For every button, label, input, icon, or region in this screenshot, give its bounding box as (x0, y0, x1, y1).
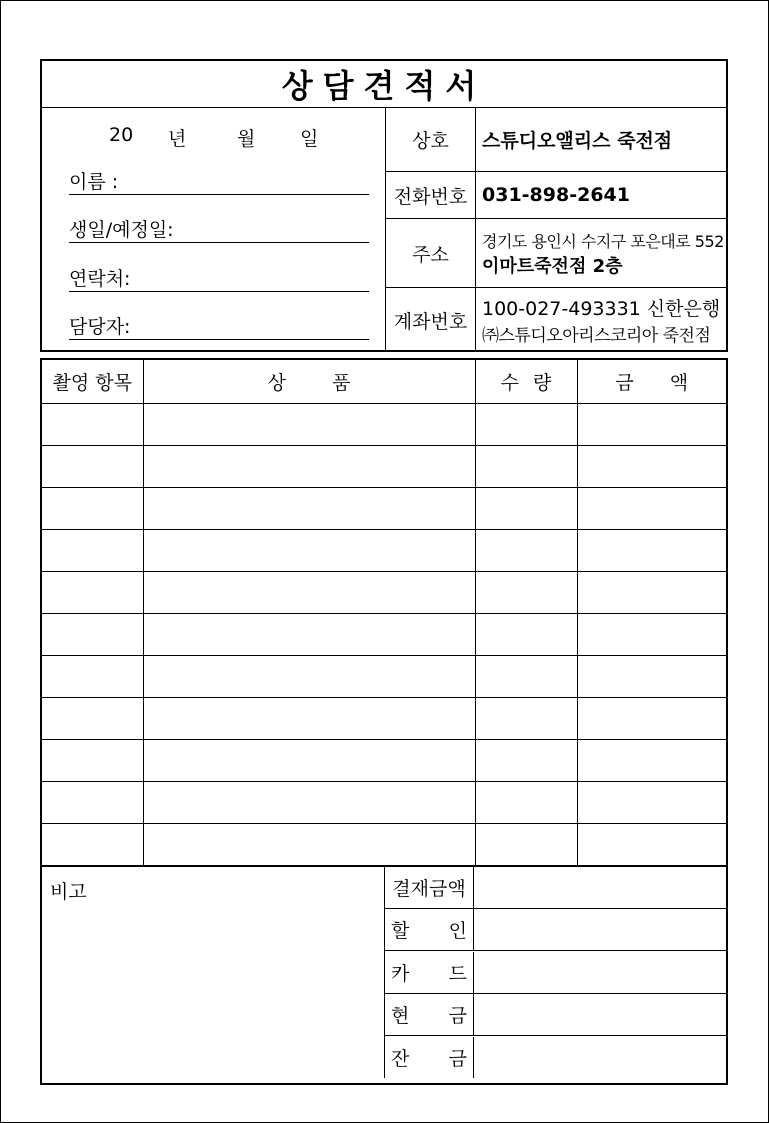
payment-discount-label (385, 909, 474, 950)
col-header-amount: 금 액 (577, 360, 726, 403)
col-header-shoot-item: 촬영 항목 (42, 360, 143, 403)
amount-cell[interactable] (577, 823, 726, 865)
summary-section (42, 866, 726, 1080)
shop-account-row (386, 288, 727, 352)
table-row (42, 613, 726, 655)
discount-label-a: 할 (391, 919, 410, 942)
shoot-item-cell[interactable] (42, 697, 143, 739)
amount-cell[interactable] (577, 445, 726, 487)
amount-cell[interactable] (577, 571, 726, 613)
product-cell[interactable] (143, 571, 475, 613)
header-body (42, 108, 726, 352)
card-label-b: 드 (448, 962, 467, 985)
col-header-product: 상 품 (143, 360, 475, 403)
quantity-cell[interactable] (475, 571, 577, 613)
payment-card-row[interactable] (385, 952, 726, 994)
product-cell[interactable] (143, 739, 475, 781)
header-box (40, 59, 728, 352)
quantity-cell[interactable] (475, 823, 577, 865)
quantity-cell[interactable] (475, 445, 577, 487)
staff-field[interactable] (69, 315, 369, 340)
shoot-item-cell[interactable] (42, 445, 143, 487)
birthday-field[interactable] (69, 218, 369, 243)
items-box (40, 358, 728, 1085)
payment-section (385, 867, 726, 1078)
contact-label: 연락처: (69, 268, 131, 290)
product-cell[interactable] (143, 781, 475, 823)
shop-address-line2: 이마트죽전점 2층 (482, 255, 623, 277)
shop-name: 스튜디오앨리스 죽전점 (482, 130, 673, 152)
amount-cell[interactable] (577, 613, 726, 655)
table-row (42, 571, 726, 613)
items-table (42, 360, 726, 866)
remarks-area[interactable] (42, 867, 385, 1078)
quantity-cell[interactable] (475, 781, 577, 823)
product-cell[interactable] (143, 487, 475, 529)
table-row (42, 739, 726, 781)
shop-name-row (386, 108, 727, 172)
amount-cell[interactable] (577, 403, 726, 445)
balance-label-b: 금 (448, 1047, 467, 1070)
page-title: 상담견적서 (42, 61, 726, 108)
payment-discount-row[interactable] (385, 909, 726, 951)
quantity-cell[interactable] (475, 487, 577, 529)
amount-cell[interactable] (577, 739, 726, 781)
payment-cash-label (385, 994, 474, 1035)
table-row (42, 403, 726, 445)
discount-label-b: 인 (448, 919, 467, 942)
cash-label-a: 현 (391, 1004, 410, 1027)
col-header-quantity: 수 량 (475, 360, 577, 403)
shoot-item-cell[interactable] (42, 487, 143, 529)
product-cell[interactable] (143, 529, 475, 571)
shoot-item-cell[interactable] (42, 403, 143, 445)
items-body (42, 403, 726, 865)
card-label-a: 카 (391, 962, 410, 985)
product-cell[interactable] (143, 403, 475, 445)
quantity-cell[interactable] (475, 655, 577, 697)
payment-balance-row[interactable] (385, 1037, 726, 1078)
estimate-form (40, 59, 728, 1085)
quantity-cell[interactable] (475, 697, 577, 739)
customer-section (42, 108, 385, 352)
payment-total-row[interactable] (385, 867, 726, 909)
table-row (42, 823, 726, 865)
shoot-item-cell[interactable] (42, 823, 143, 865)
product-cell[interactable] (143, 823, 475, 865)
product-cell[interactable] (143, 613, 475, 655)
shop-address-line1: 경기도 용인시 수지구 포은대로 552 (482, 231, 724, 251)
amount-cell[interactable] (577, 655, 726, 697)
quantity-cell[interactable] (475, 403, 577, 445)
amount-cell[interactable] (577, 781, 726, 823)
shop-name-label: 상호 (386, 108, 476, 171)
shop-address-label: 주소 (386, 219, 476, 287)
staff-label: 담당자: (69, 316, 131, 338)
birthday-label: 생일/예정일: (69, 219, 174, 241)
amount-cell[interactable] (577, 529, 726, 571)
shop-phone: 031-898-2641 (482, 184, 630, 206)
product-cell[interactable] (143, 697, 475, 739)
table-row (42, 697, 726, 739)
name-label: 이름 : (69, 171, 119, 193)
date-year-prefix: 20 (109, 124, 134, 146)
quantity-cell[interactable] (475, 739, 577, 781)
shop-address-row (386, 219, 727, 288)
shop-account-line1: 100-027-493331 신한은행 (482, 298, 721, 320)
payment-balance-label (385, 1037, 474, 1078)
shop-phone-row (386, 172, 727, 219)
table-row (42, 445, 726, 487)
date-year-label: 년 (168, 128, 187, 150)
shoot-item-cell[interactable] (42, 739, 143, 781)
product-cell[interactable] (143, 445, 475, 487)
shoot-item-cell[interactable] (42, 781, 143, 823)
items-header-row (42, 360, 726, 403)
contact-field[interactable] (69, 267, 369, 292)
table-row (42, 487, 726, 529)
quantity-cell[interactable] (475, 529, 577, 571)
cash-label-b: 금 (448, 1004, 467, 1027)
payment-cash-row[interactable] (385, 994, 726, 1036)
remarks-label: 비고 (50, 880, 87, 903)
date-month-label: 월 (237, 128, 256, 150)
balance-label-a: 잔 (391, 1047, 410, 1070)
payment-total-label: 결재금액 (385, 867, 474, 908)
payment-card-label (385, 952, 474, 993)
table-row (42, 529, 726, 571)
shoot-item-cell[interactable] (42, 655, 143, 697)
product-cell[interactable] (143, 655, 475, 697)
amount-cell[interactable] (577, 697, 726, 739)
shoot-item-cell[interactable] (42, 571, 143, 613)
shop-account-label: 계좌번호 (386, 288, 476, 352)
shop-account-line2: ㈜스튜디오아리스코리아 죽전점 (482, 326, 711, 346)
quantity-cell[interactable] (475, 613, 577, 655)
date-day-label: 일 (300, 128, 319, 150)
name-field[interactable] (69, 170, 369, 195)
amount-cell[interactable] (577, 487, 726, 529)
shoot-item-cell[interactable] (42, 613, 143, 655)
shop-phone-label: 전화번호 (386, 172, 476, 218)
table-row (42, 655, 726, 697)
table-row (42, 781, 726, 823)
shop-info-section (385, 108, 726, 352)
shoot-item-cell[interactable] (42, 529, 143, 571)
